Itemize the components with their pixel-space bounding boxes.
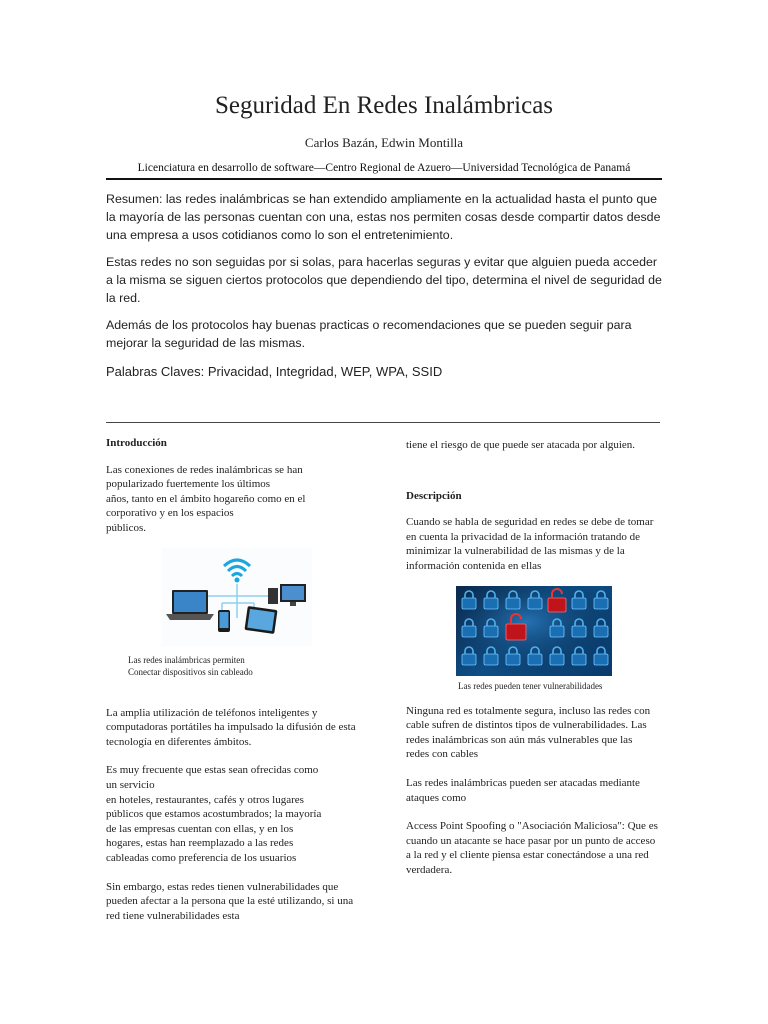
affiliation: Licenciatura en desarrollo de software—Centro Regional de Azuero—Universidad Tecnológica de Panamá (106, 162, 662, 180)
heading-descripcion: Descripción (406, 489, 462, 502)
text-line: Las conexiones de redes inalámbricas se han (106, 463, 303, 476)
paper-title: Seguridad En Redes Inalámbricas (214, 92, 554, 119)
heading-introduccion: Introducción (106, 437, 167, 449)
text-line: cableadas como preferencia de los usuarios (106, 851, 297, 864)
abstract (106, 190, 662, 361)
text-line: en hoteles, restaurantes, cafés y otros lugares (106, 793, 304, 806)
paragraph: Access Point Spoofing o "Asociación Maliciosa": Que es cuando un atacante se hace pasar por un punto de acceso a la red y el cliente piensa estar conectándose a una red verdadera. (406, 820, 658, 876)
paragraph: Las redes inalámbricas pueden ser atacadas mediante ataques como (406, 776, 640, 804)
vulnerability-figure (456, 586, 612, 676)
text-line: años, tanto en el ámbito hogareño como en el (106, 492, 306, 505)
figure-caption: Las redes pueden tener vulnerabilidades (458, 680, 603, 691)
text-line: popularizado fuertemente los últimos (106, 478, 271, 491)
paragraph: Ninguna red es totalmente segura, incluso las redes con cable sufren de distintos tipos de vulnerabilidades. Las redes inalámbricas son aún más vulnerables que las redes con cables (406, 704, 651, 761)
text-line: un servicio (106, 778, 155, 791)
abstract-paragraph: Además de los protocolos hay buenas practicas o recomendaciones que se pueden seguir para mejorar la seguridad de las mismas. (106, 318, 632, 350)
paragraph (106, 763, 358, 865)
text-line: de las empresas cuentan con ellas, y en los (106, 822, 294, 835)
caption-line: Las redes inalámbricas permiten (128, 654, 245, 665)
authors: Carlos Bazán, Edwin Montilla (304, 135, 464, 150)
intro-paragraph (106, 463, 358, 536)
paragraph-continuation: tiene el riesgo de que puede ser atacada por alguien. (406, 439, 636, 451)
caption-line: Conectar dispositivos sin cableado (128, 666, 253, 677)
text-line: Es muy frecuente que estas sean ofrecidas como (106, 764, 319, 777)
text-line: corporativo y en los espacios (106, 507, 234, 520)
paragraph: La amplia utilización de teléfonos inteligentes y computadoras portátiles ha impulsado la difusión de esta tecnología en diferentes ámbitos. (106, 706, 356, 748)
left-column (106, 436, 358, 923)
keywords: Palabras Claves: Privacidad, Integridad, WEP, WPA, SSID (106, 364, 443, 379)
text-line: hogares, estas han reemplazado a las redes (106, 837, 294, 850)
text-line: públicos. (106, 521, 147, 534)
abstract-paragraph: Estas redes no son seguidas por si solas, para hacerlas seguras y evitar que alguien pueda acceder a la misma se siguen ciertos protocolos que dependiendo del tipo, determina el nivel de seguridad de la red. (106, 255, 662, 305)
text-line: públicos que estamos acostumbrados; la mayoría (106, 808, 322, 821)
wifi-devices-icon (162, 548, 312, 646)
abstract-paragraph: Resumen: las redes inalámbricas se han extendido ampliamente en la actualidad hasta el punto que la mayoría de las personas cuentan con una, estas nos permiten cosas desde compartir datos desde una empresa a usos cotidianos como lo son el entretenimiento. (106, 192, 661, 242)
section-separator (106, 422, 660, 423)
right-column (406, 438, 658, 878)
padlocks-icon (456, 586, 612, 676)
paragraph: Cuando se habla de seguridad en redes se debe de tomar en cuenta la privacidad de la información tratando de minimizar la vulnerabilidad de las mismas y de la información contenida en ellas (406, 516, 654, 572)
wireless-devices-figure (162, 548, 312, 646)
figure-caption (128, 654, 358, 678)
paragraph: Sin embargo, estas redes tienen vulnerabilidades que pueden afectar a la persona que la esté utilizando, si una red tiene vulnerabilidades esta (106, 880, 354, 922)
